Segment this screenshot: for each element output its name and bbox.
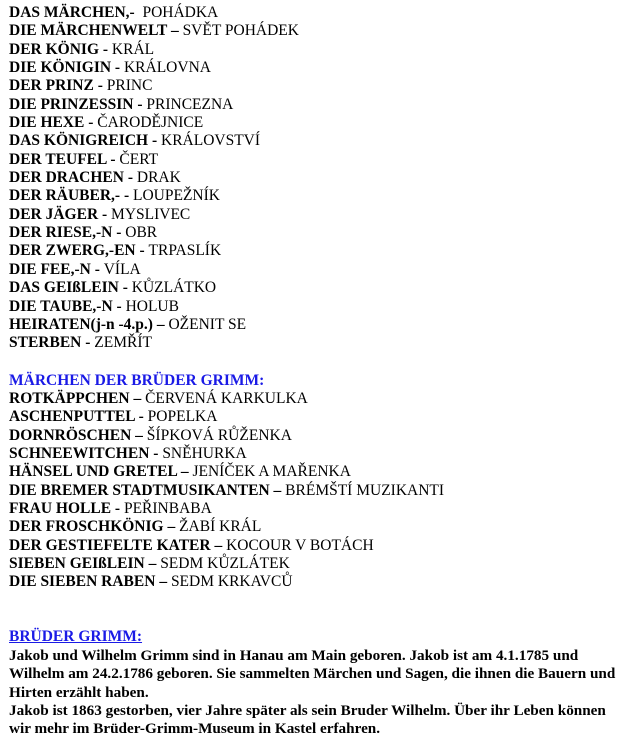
czech-translation: ČERT [119,150,159,168]
term-separator: – [152,315,169,333]
german-term: DIE BREMER STADTMUSIKANTEN [9,481,270,499]
tale-row [9,390,619,408]
czech-translation: POHÁDKA [142,4,219,21]
term-separator: – [131,426,147,444]
term-separator: – [176,463,193,481]
czech-translation: BRÉMŠTÍ MUZIKANTI [285,481,445,499]
german-term: DIE TAUBE,-N - [9,297,122,315]
czech-translation: ČERVENÁ KARKULKA [145,390,308,407]
vocab-row [9,187,619,205]
czech-translation: KŮZLÁTKO [131,279,217,297]
vocab-row [9,4,619,22]
czech-translation: TRPASLÍK [148,242,222,260]
czech-translation: PRINCEZNA [146,95,234,113]
czech-translation: ŠÍPKOVÁ RŮŽENKA [146,426,292,444]
czech-translation: KRÁL [111,40,155,58]
biography-paragraph [9,647,617,738]
grimm-tales-heading: MÄRCHEN DER BRÜDER GRIMM: [9,372,265,389]
german-term: HEIRATEN(j-n -4.p.) [9,315,153,333]
czech-translation: JENÍČEK A MAŘENKA [192,463,351,481]
czech-translation: PEŘINBABA [123,500,212,518]
vocab-row [9,206,619,224]
german-term: DIE PRINZESSIN - [9,95,143,113]
tale-row [9,427,619,445]
german-term: DIE MÄRCHENWELT [9,22,168,40]
german-term: HÄNSEL UND GRETEL [9,463,177,481]
tale-row [9,518,619,536]
tale-row [9,482,619,500]
czech-translation: MYSLIVEC [111,205,191,223]
tale-row [9,500,619,518]
term-separator: – [155,573,171,591]
czech-translation: DRAK [136,169,181,187]
german-term: DER PRINZ - [9,77,103,95]
german-term: DAS GEIßLEIN - [9,279,128,297]
czech-translation: KRÁLOVSTVÍ [161,132,261,150]
czech-translation: SNĚHURKA [162,445,247,463]
vocab-row [9,279,619,297]
vocab-row [9,169,619,187]
german-term: DER GESTIEFELTE KATER [9,536,211,554]
german-term: SCHNEEWITCHEN - [9,445,159,463]
german-term: DER TEUFEL - [9,150,116,168]
vocab-row [9,77,619,95]
biography-line-1: Jakob und Wilhelm Grimm sind in Hanau am Main geboren. Jakob ist am 4.1.1785 und Wilhelm am 24.2.1786 geboren. Sie sammelten Märchen und Sagen, die ihnen die Bauern und Hirten erzählt haben. [9,647,616,701]
vocab-row [9,96,619,114]
czech-translation: OŽENIT SE [168,315,247,333]
term-separator: – [144,555,161,573]
vocab-row [9,334,619,352]
tale-row [9,463,619,481]
czech-translation: LOUPEŽNÍK [133,187,220,205]
german-term: FRAU HOLLE - [9,500,121,518]
term-separator: – [210,536,227,554]
german-term: DER DRACHEN - [9,169,133,187]
german-term: DER KÖNIG - [9,40,109,58]
german-term: DER RIESE,-N - [9,224,122,242]
vocab-row [9,114,619,132]
german-term: DER FROSCHKÖNIG [9,518,164,536]
tale-row [9,555,619,573]
term-separator: – [269,481,286,499]
german-term: DIE KÖNIGIN - [9,59,121,77]
tale-row [9,445,619,463]
czech-translation: OBR [125,224,158,242]
vocab-row [9,224,619,242]
vocab-row [9,316,619,334]
czech-translation: HOLUB [125,297,179,315]
vocab-row [9,22,619,40]
tale-row [9,573,619,591]
czech-translation: ČARODĚJNICE [97,114,204,132]
german-term: DIE SIEBEN RABEN [9,573,156,591]
vocab-row [9,242,619,260]
german-term: DER ZWERG,-EN - [9,242,145,260]
vocab-row [9,132,619,150]
german-term: DIE FEE,-N - [9,260,100,278]
brothers-grimm-link[interactable]: BRÜDER GRIMM: [9,628,143,645]
german-term: SIEBEN GEIßLEIN [9,555,145,573]
german-term: ASCHENPUTTEL - [9,408,144,426]
german-term: DER RÄUBER,- - [9,187,130,205]
czech-translation: ZEMŘÍT [94,334,152,352]
german-term: DAS MÄRCHEN,- [9,4,135,21]
czech-translation: PRINC [106,77,153,95]
german-term: DORNRÖSCHEN [9,426,132,444]
term-separator: – [163,518,180,536]
biography-line-2: Jakob ist 1863 gestorben, vier Jahre später als sein Bruder Wilhelm. Über ihr Leben können wir mehr im Brüder-Grimm-Museum in Kastel erfahren. [9,701,606,738]
term-separator: – [129,390,146,407]
german-term: STERBEN - [9,334,91,352]
czech-translation: POPELKA [147,408,218,426]
vocab-row [9,261,619,279]
czech-translation: ŽABÍ KRÁL [179,518,262,536]
czech-translation: SVĚT POHÁDEK [182,22,299,40]
vocabulary-list [9,4,619,353]
tale-row [9,408,619,426]
czech-translation: SEDM KRKAVCŮ [170,573,293,591]
german-term: DIE HEXE - [9,114,94,132]
vocab-row [9,298,619,316]
term-separator: – [167,22,183,40]
vocab-row [9,41,619,59]
german-term: ROTKÄPPCHEN [9,390,130,407]
tale-row [9,537,619,555]
czech-translation: KRÁLOVNA [123,59,211,77]
vocab-row [9,151,619,169]
vocab-row [9,59,619,77]
czech-translation: VÍLA [103,260,141,278]
czech-translation: SEDM KŮZLÁTEK [160,555,290,573]
german-term: DAS KÖNIGREICH - [9,132,158,150]
german-term: DER JÄGER - [9,205,108,223]
czech-translation: KOCOUR V BOTÁCH [226,536,374,554]
grimm-tales-list [9,390,619,592]
